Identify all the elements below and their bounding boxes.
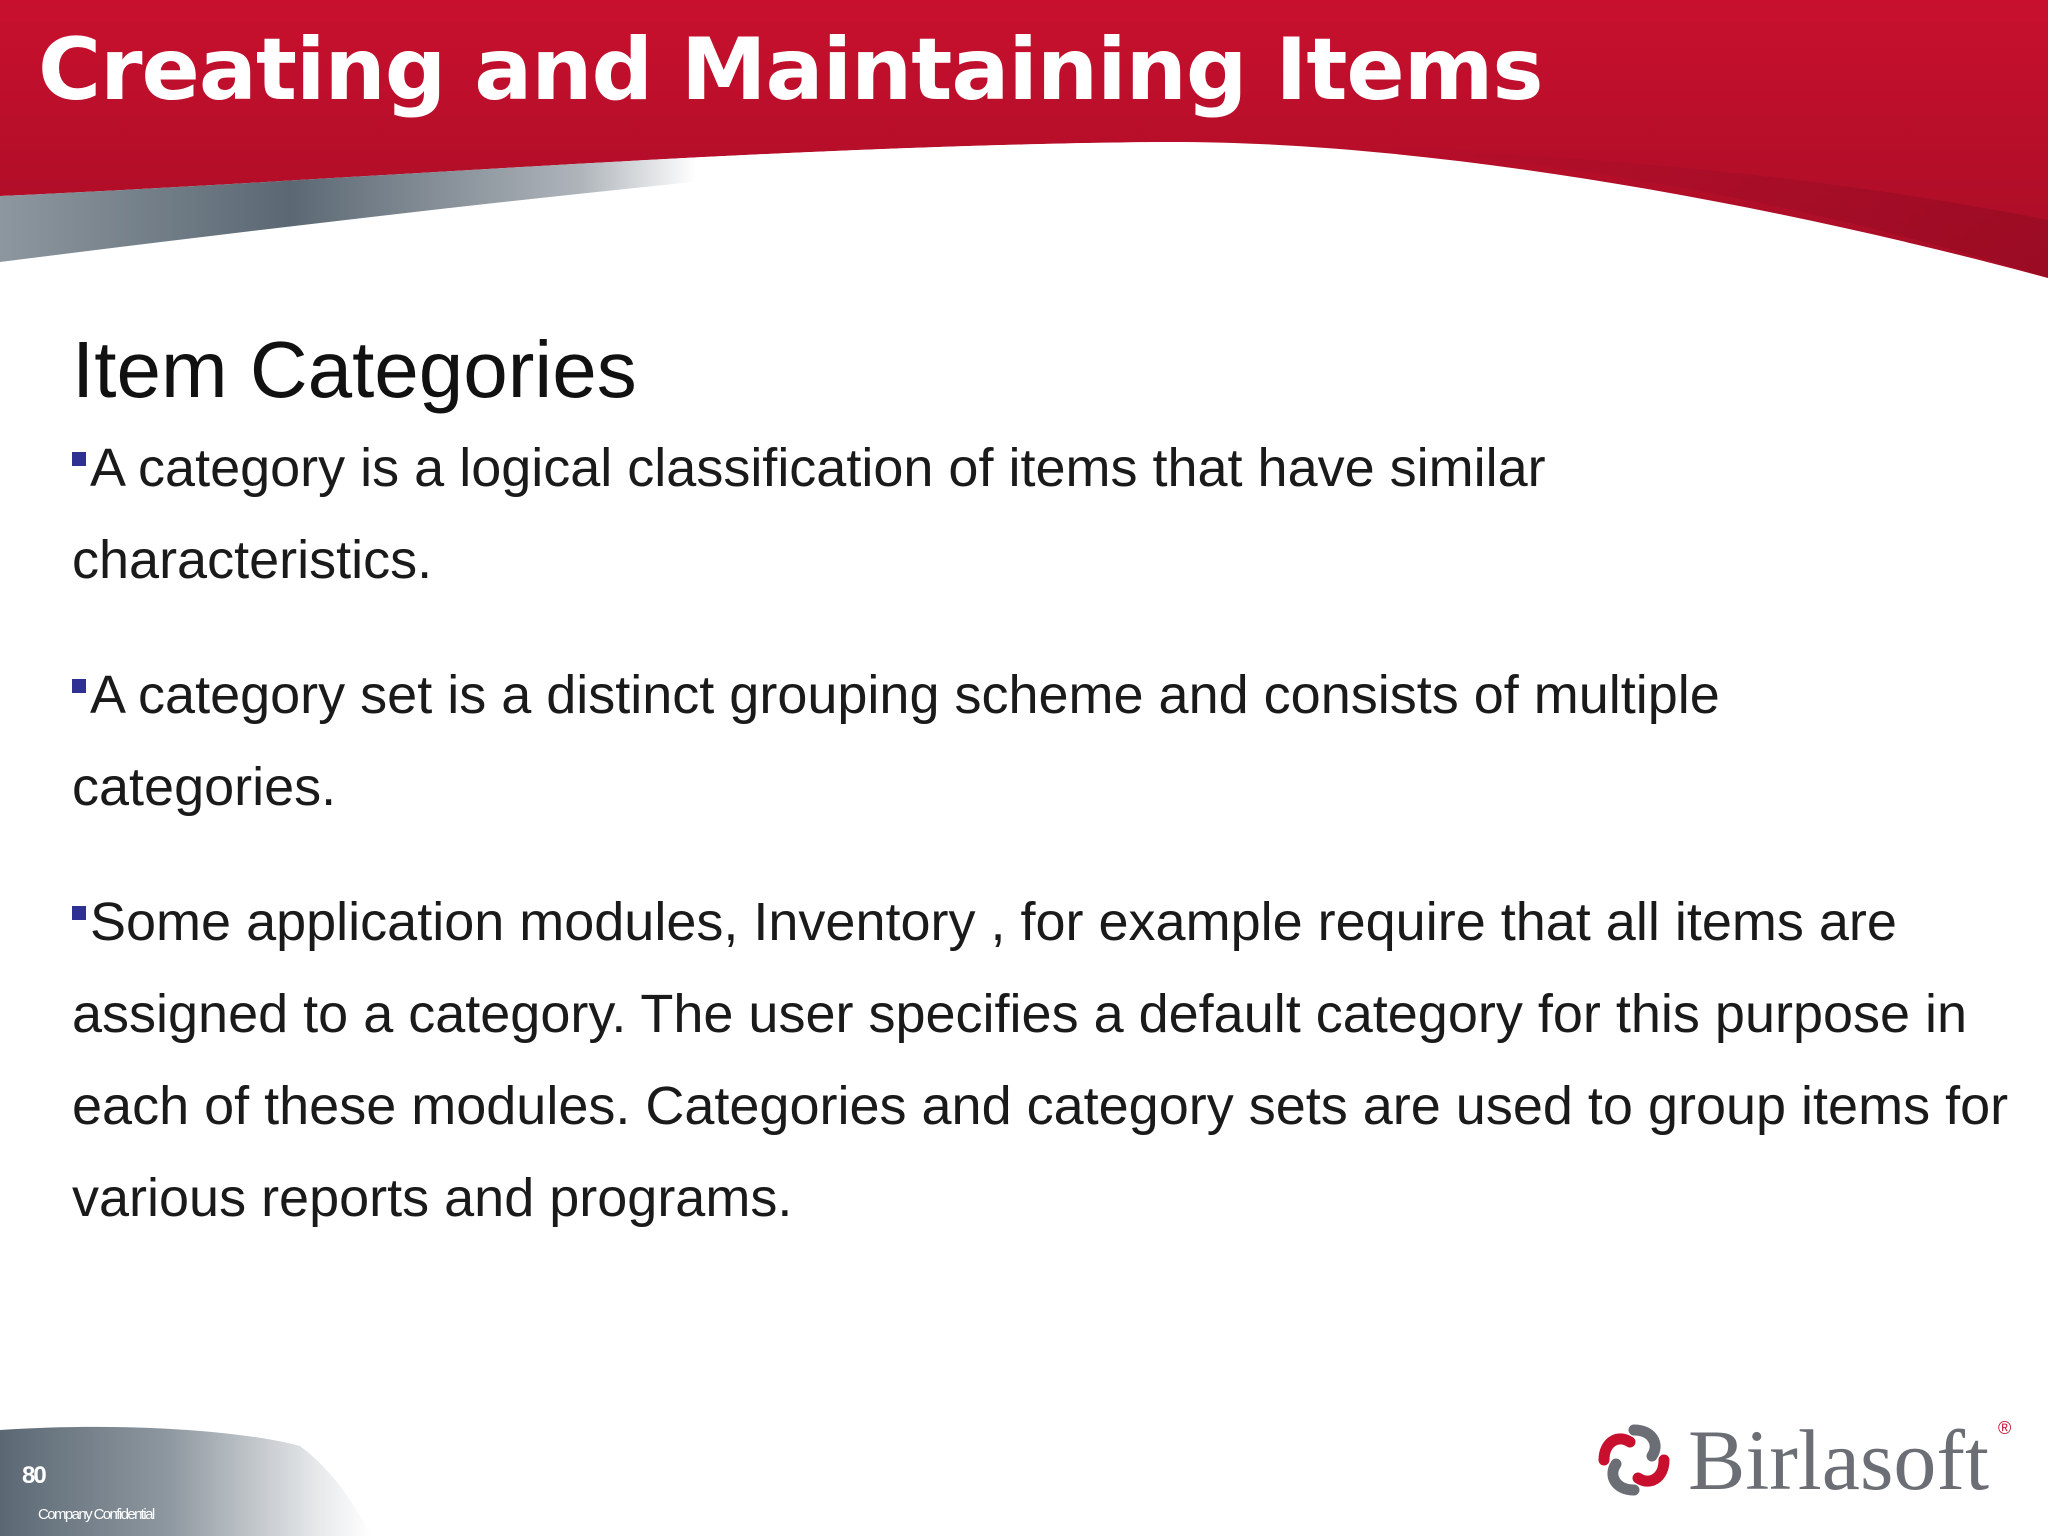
bullet-item xyxy=(72,876,2032,1244)
bullet-item xyxy=(72,422,1692,606)
logo-wordmark: Birlasoft xyxy=(1688,1412,1989,1508)
bullet-text: A category set is a distinct grouping scheme and consists of multiple categories. xyxy=(72,665,1720,817)
square-bullet-icon xyxy=(72,679,86,693)
confidential-label: Company Confidential xyxy=(38,1506,154,1523)
birlasoft-swirl-icon xyxy=(1596,1422,1672,1498)
square-bullet-icon xyxy=(72,452,86,466)
slide-content xyxy=(72,320,2032,1287)
bullet-text: Some application modules, Inventory , for example require that all items are assigned to a category. The user specifies a default category for this purpose in each of these modules. Categories and category sets are used to group items for various reports and programs. xyxy=(72,892,2009,1228)
bullet-list xyxy=(72,422,2032,1244)
page-number: 80 xyxy=(22,1462,45,1489)
company-logo xyxy=(1596,1412,2016,1510)
registered-mark: ® xyxy=(1998,1418,2012,1438)
slide-title: Creating and Maintaining Items xyxy=(38,20,1543,120)
section-heading: Item Categories xyxy=(72,325,637,414)
bullet-text: A category is a logical classification of items that have similar characteristics. xyxy=(72,438,1546,590)
square-bullet-icon xyxy=(72,906,86,920)
bullet-item xyxy=(72,649,1872,833)
